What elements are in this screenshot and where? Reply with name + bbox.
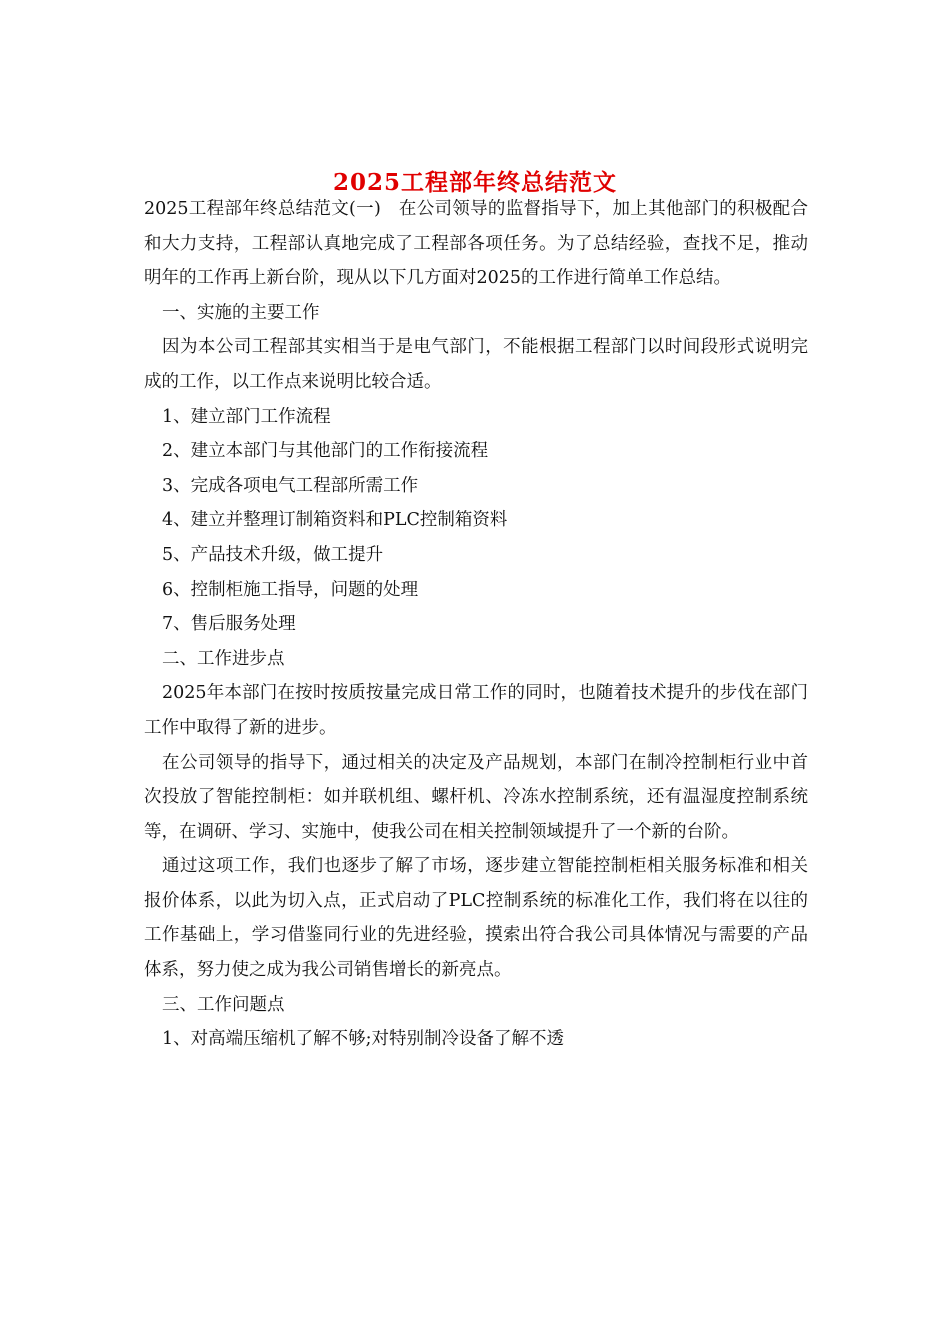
list-item: 6、控制柜施工指导，问题的处理 xyxy=(162,579,419,600)
list-item: 7、售后服务处理 xyxy=(162,614,296,635)
section-heading-2: 二、工作进步点 xyxy=(162,648,285,669)
body-paragraph: 2025年本部门在按时按质按量完成日常工作的同时，也随着技术提升的步伐在部门工作中取得了新的进步。 xyxy=(144,683,808,738)
intro-paragraph: 2025工程部年终总结范文(一) 在公司领导的监督指导下，加上其他部门的积极配合和大力支持，工程部认真地完成了工程部各项任务。为了总结经验，查找不足，推动明年的工作再上新台阶，现从以下几方面对2025的工作进行简单工作总结。 xyxy=(144,199,808,289)
list-item: 1、对高端压缩机了解不够;对特别制冷设备了解不透 xyxy=(162,1029,565,1050)
body-paragraph: 因为本公司工程部其实相当于是电气部门，不能根据工程部门以时间段形式说明完成的工作，以工作点来说明比较合适。 xyxy=(144,337,808,392)
section-heading-3: 三、工作问题点 xyxy=(162,994,285,1015)
list-item: 1、建立部门工作流程 xyxy=(162,406,331,427)
document-body xyxy=(144,192,808,1057)
body-paragraph: 通过这项工作，我们也逐步了解了市场，逐步建立智能控制柜相关服务标准和相关报价体系，以此为切入点，正式启动了PLC控制系统的标准化工作，我们将在以往的工作基础上，学习借鉴同行业的先进经验，摸索出符合我公司具体情况与需要的产品体系，努力使之成为我公司销售增长的新亮点。 xyxy=(144,856,808,981)
list-item: 2、建立本部门与其他部门的工作衔接流程 xyxy=(162,441,489,462)
list-item: 3、完成各项电气工程部所需工作 xyxy=(162,475,419,496)
section-heading-1: 一、实施的主要工作 xyxy=(162,302,320,323)
document-title: 2025工程部年终总结范文 xyxy=(332,169,617,197)
list-item: 5、产品技术升级，做工提升 xyxy=(162,544,384,565)
list-item: 4、建立并整理订制箱资料和PLC控制箱资料 xyxy=(162,510,508,531)
body-paragraph: 在公司领导的指导下，通过相关的决定及产品规划，本部门在制冷控制柜行业中首次投放了智能控制柜：如并联机组、螺杆机、冷冻水控制系统，还有温湿度控制系统等，在调研、学习、实施中，使我公司在相关控制领域提升了一个新的台阶。 xyxy=(144,752,808,842)
